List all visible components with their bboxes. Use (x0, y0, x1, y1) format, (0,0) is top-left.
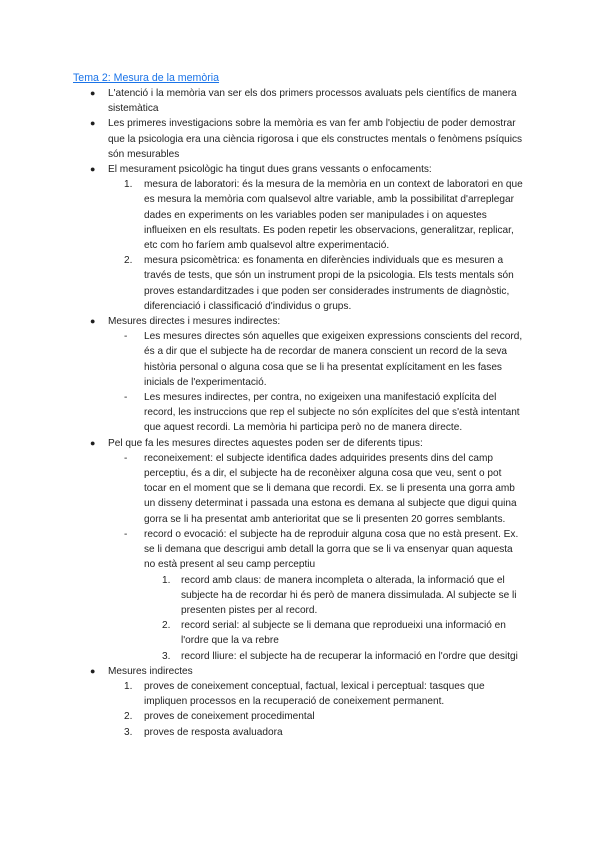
sub-list-item (0, 725, 526, 740)
list-item-text: Les primeres investigacions sobre la memòria es van fer amb l'objectiu de poder demostrar que la psicologia era una ciència rigorosa i que els constructes mentals o fenòmens psíquics són mesurables (108, 118, 523, 160)
sub-list-item (0, 679, 526, 709)
list-item-text: Mesures directes i mesures indirectes: (108, 316, 281, 328)
sub-list-item (0, 527, 526, 573)
list-item-text: Mesures indirectes (108, 665, 193, 677)
bullet-icon: ● (90, 118, 96, 129)
list-marker: 2. (124, 711, 133, 723)
bullet-icon: ● (90, 164, 96, 175)
list-marker: - (124, 452, 128, 464)
list-marker: 1. (124, 179, 133, 191)
bullet-list (0, 86, 600, 740)
list-item-text: Les mesures directes són aquelles que exigeixen expressions conscients del record, és a dir que el subjecte ha de recordar de manera conscient un record de la seva història personal o alguna cosa que se li ha presentat explícitament en les fases inicials de l'experimentació. (144, 331, 523, 388)
list-item (0, 116, 526, 162)
list-item-text: proves de resposta avaluadora (144, 726, 283, 738)
list-item-text: proves de coneixement procedimental (144, 711, 315, 723)
list-item-text: record lliure: el subjecte ha de recuperar la informació en l'ordre que desitgi (181, 650, 518, 662)
list-item-text: proves de coneixement conceptual, factual, lexical i perceptual: tasques que impliquen processos en la recuperació de coneixement permanent. (144, 680, 485, 708)
list-item-text: record amb claus: de manera incompleta o alterada, la informació que el subjecte ha de recordar hi és però de manera dissimulada. Al subjecte se li presenten pistes per al record. (181, 574, 517, 616)
list-item (0, 314, 526, 329)
sub-list-item (0, 390, 526, 436)
bullet-icon: ● (90, 316, 96, 327)
list-item-text: Pel que fa les mesures directes aquestes poden ser de diferents tipus: (108, 437, 423, 449)
list-marker: 3. (124, 726, 133, 738)
list-marker: 3. (162, 650, 171, 662)
sub-sub-list-item (0, 649, 526, 664)
list-item-text: El mesurament psicològic ha tingut dues grans vessants o enfocaments: (108, 164, 432, 176)
document-body (0, 86, 600, 740)
list-item-text: Les mesures indirectes, per contra, no exigeixen una manifestació explícita del record, les instruccions que rep el subjecte no són explícites del que s'està intentant que aquest recordi. La memòria hi participa però no de manera directe. (144, 392, 520, 434)
document-title-link[interactable]: Tema 2: Mesura de la memòria (73, 72, 220, 84)
list-marker: 2. (124, 255, 133, 267)
sub-list-item (0, 329, 526, 390)
sub-list-item (0, 177, 526, 253)
list-item-text: mesura psicomètrica: es fonamenta en diferències individuals que es mesuren a través de tests, que són un instrument propi de la psicologia. Els tests mentals són proves estandarditzades i que poden ser considerades instruments de diagnòstic, diferenciació i classificació d'individus o grups. (144, 255, 514, 312)
sub-sub-list-item (0, 573, 526, 619)
list-item (0, 86, 526, 116)
bullet-icon: ● (90, 437, 96, 448)
sub-list-item (0, 253, 526, 314)
list-marker: - (124, 528, 128, 540)
sub-list-item (0, 709, 526, 724)
list-marker: 2. (162, 620, 171, 632)
bullet-icon: ● (90, 88, 96, 98)
list-marker: 1. (124, 680, 133, 692)
list-marker: - (124, 331, 128, 343)
list-item-text: reconeixement: el subjecte identifica dades adquirides presents dins del camp perceptiu, és a dir, el subjecte ha de reconèixer alguna cosa que veu, sent o pot tocar en el moment que se li demana que recordi. Ex. se li presenta una gorra amb un disseny determinat i passada una estona es demana al subjecte que digui quina gorra se li ha presentat amb anterioritat que se li presenten 20 gorres semblants. (144, 452, 517, 525)
list-item (0, 664, 526, 679)
list-item-text: mesura de laboratori: és la mesura de la memòria en un context de laboratori en que es mesura la memòria com qualsevol altre variable, amb la possibilitat d'arreplegar dades en experiments on les variables poden ser manipulades i on aquestes influeixen en els resultats. Es poden repetir les observacions, generalitzar, replicar, etc com ho faríem amb qualsevol altre experimentació. (144, 179, 523, 252)
sub-sub-list-item (0, 618, 526, 648)
list-marker: 1. (162, 574, 171, 586)
list-item (0, 162, 526, 177)
bullet-icon: ● (90, 665, 96, 676)
list-marker: - (124, 392, 128, 404)
list-item-text: record serial: al subjecte se li demana que reprodueixi una informació en l'ordre que la va rebre (181, 620, 506, 647)
list-item (0, 436, 526, 451)
sub-list-item (0, 451, 526, 527)
list-item-text: record o evocació: el subjecte ha de reproduir alguna cosa que no està present. Ex. se li demana que descrigui amb detall la gorra que se li va ensenyar quan aquesta no està present al seu camp perceptiu (144, 528, 519, 571)
list-item-text: L'atenció i la memòria van ser els dos primers processos avaluats pels científics de manera sistemàtica (108, 88, 517, 115)
